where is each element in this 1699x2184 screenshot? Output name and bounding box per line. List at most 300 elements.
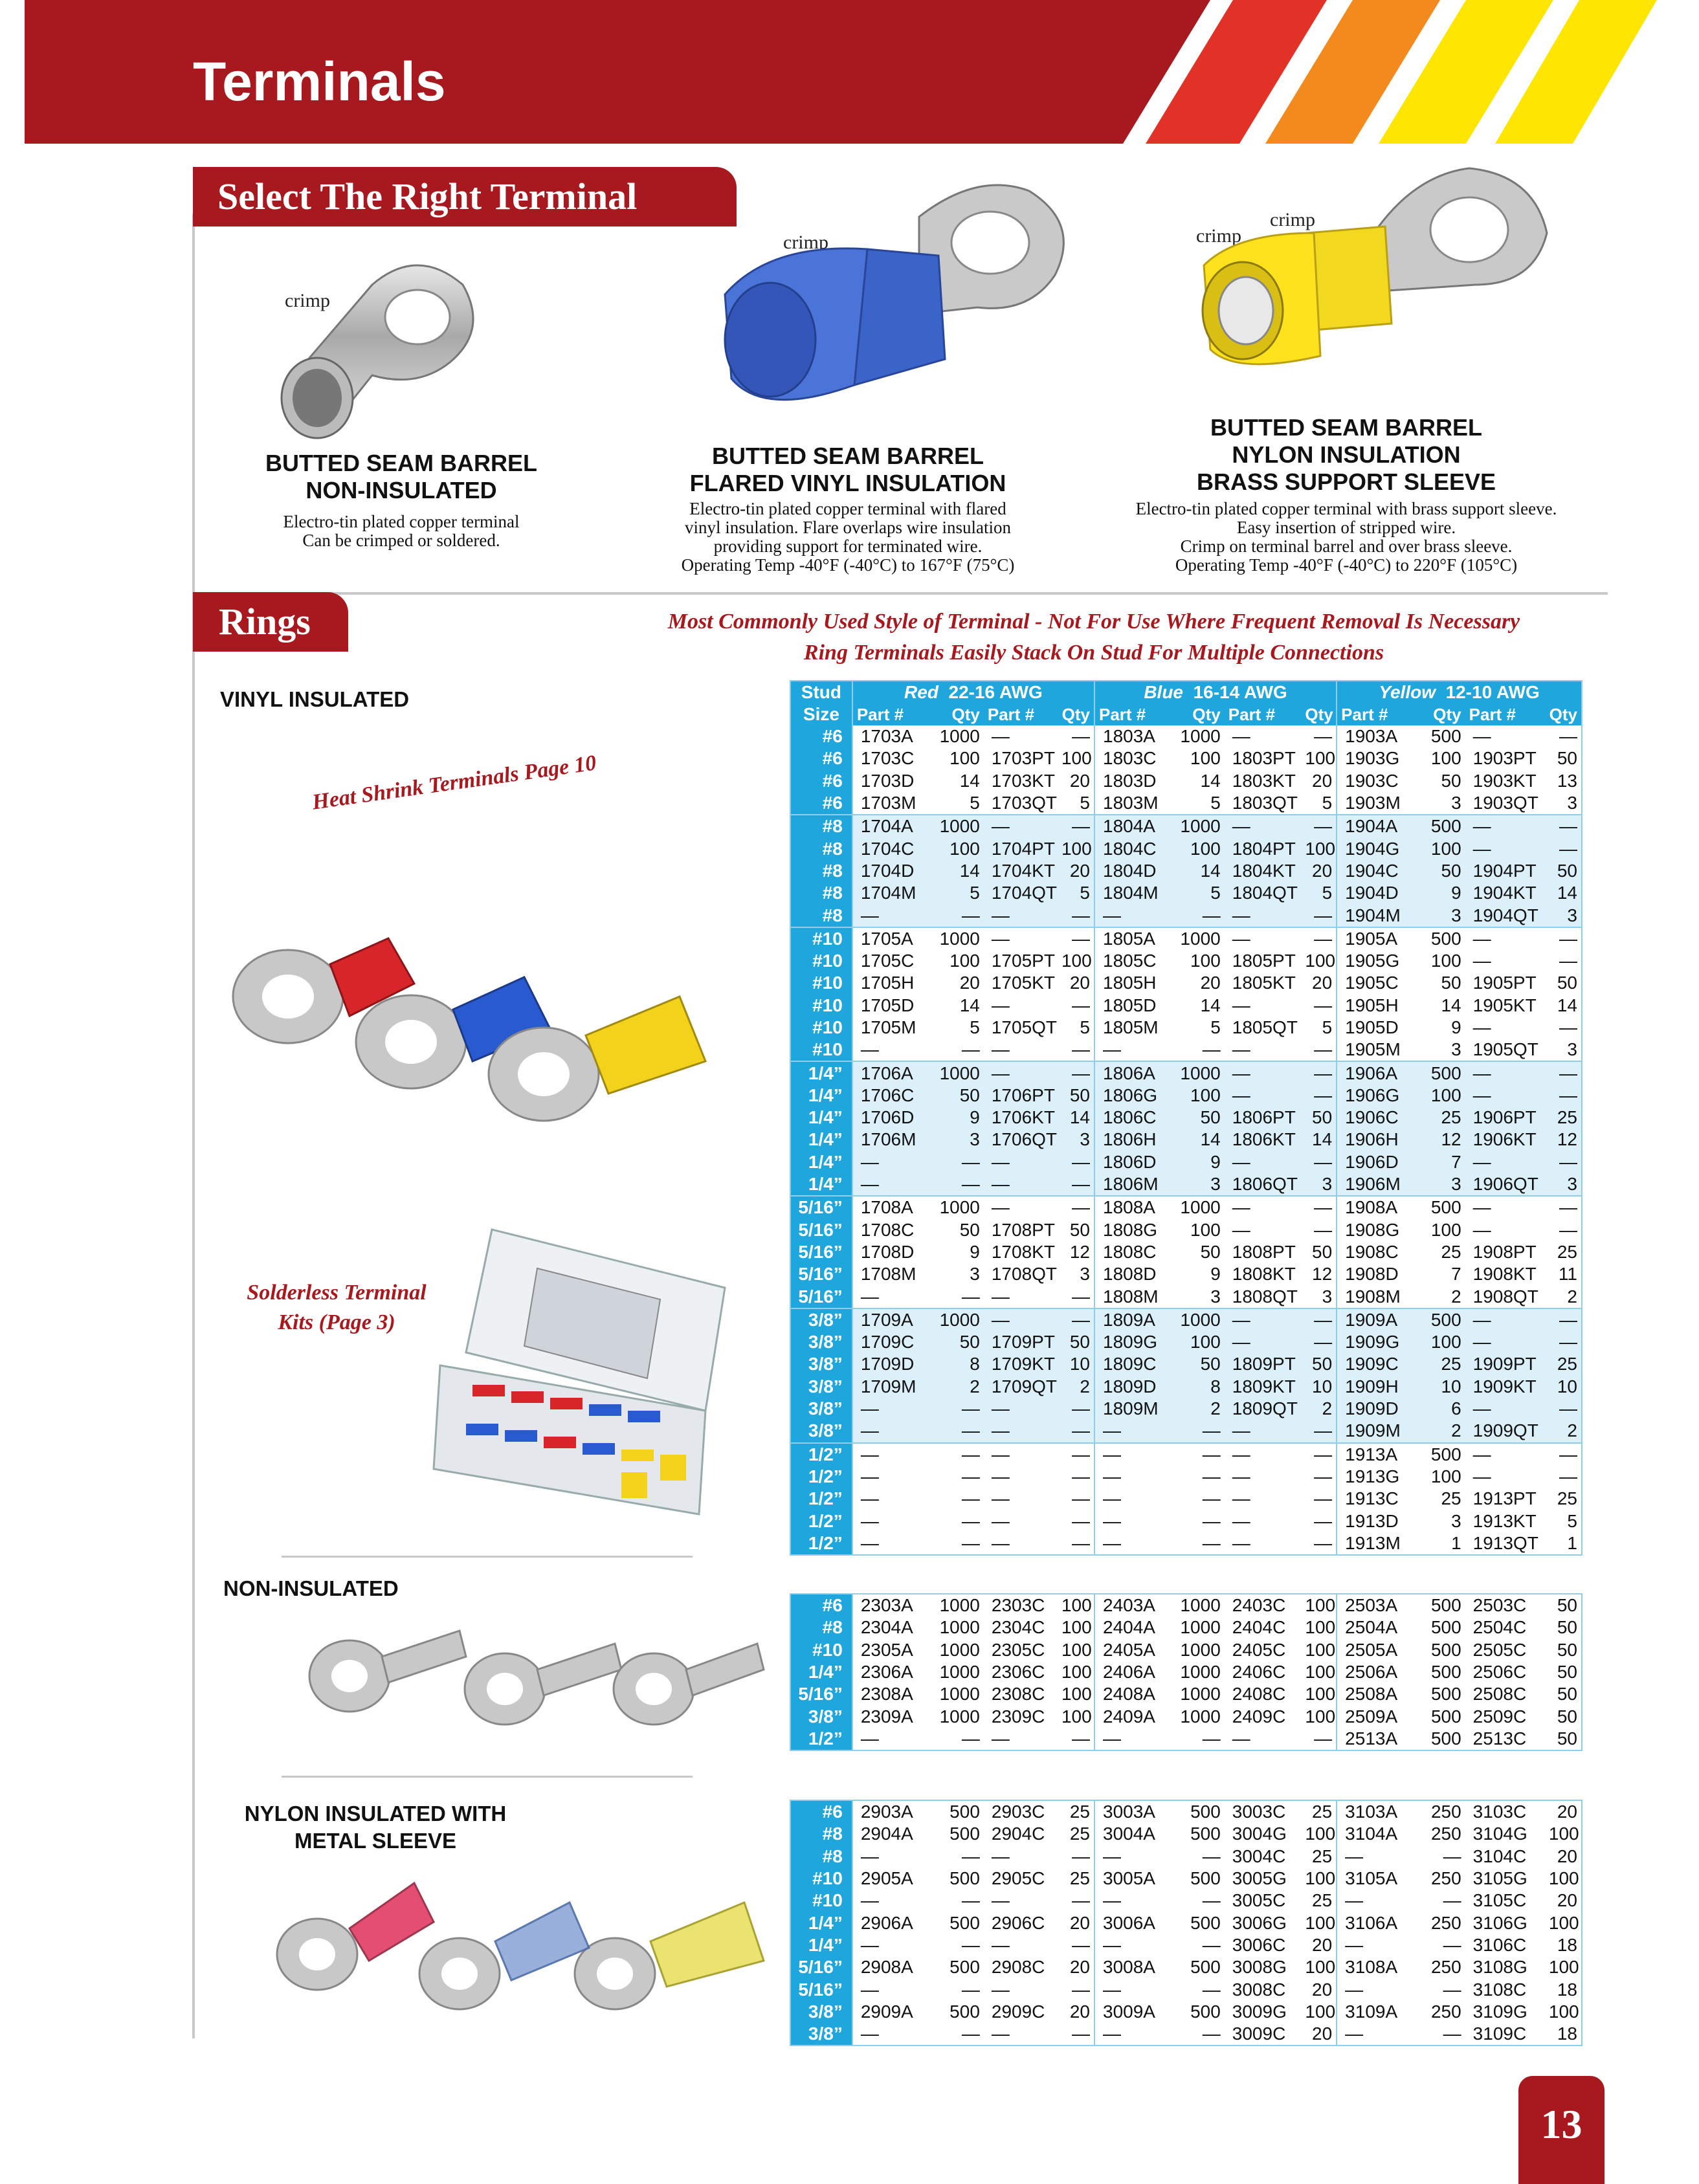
quantity-cell: — [923, 1398, 984, 1420]
quantity-cell: — [1072, 1488, 1090, 1509]
part-number-cell: 1908PT [1472, 1241, 1537, 1262]
quantity-cell: 25 [1545, 1107, 1582, 1129]
quantity-cell: — [1301, 1331, 1337, 1353]
part-number-cell: 1809A [1094, 1308, 1166, 1331]
part-number-cell: — [984, 1420, 1058, 1442]
part-number-cell: 1913D [1337, 1510, 1408, 1532]
stud-size-cell: #8 [790, 1846, 852, 1868]
quantity-cell: 50 [1557, 1639, 1577, 1660]
quantity-cell: — [1072, 1039, 1090, 1060]
quantity-cell: — [1314, 1488, 1333, 1509]
part-number-cell: 1805A [1094, 927, 1166, 950]
part-number-cell: 1805H [1094, 972, 1166, 994]
quantity-cell: — [1301, 1151, 1337, 1173]
part-number-cell: 2304A [852, 1616, 924, 1638]
part-number-cell: 1905PT [1472, 973, 1537, 993]
part-number-cell: — [1225, 1085, 1302, 1107]
part-number-cell: 1704KT [984, 860, 1058, 882]
table-row [790, 1594, 1582, 1616]
part-number-cell: 3109A [1337, 2001, 1408, 2023]
quantity-cell: 1000 [1166, 927, 1225, 950]
stud-size-cell: #8 [790, 1823, 852, 1845]
part-number-cell: 2305A [852, 1639, 924, 1661]
quantity-cell: 3 [1408, 1173, 1465, 1196]
terminal-2-caption-line-2: FLARED VINYL INSULATION [689, 470, 1006, 496]
part-number-cell: 1708KT [991, 1241, 1055, 1262]
quantity-cell: 500 [1190, 1957, 1221, 1978]
quantity-cell: 5 [970, 793, 980, 813]
quantity-cell: 20 [1069, 973, 1090, 993]
quantity-cell: — [1072, 726, 1090, 747]
part-number-cell: 1906G [1337, 1085, 1408, 1107]
part-number-cell: — [1225, 1331, 1302, 1353]
part-number-cell: — [1465, 927, 1545, 950]
quantity-cell: 1000 [1166, 1308, 1225, 1331]
part-number-cell: 1805QT [1232, 1017, 1298, 1037]
part-number-cell: 3108G [1472, 1957, 1527, 1978]
part-number-cell: 2408C [1232, 1684, 1286, 1704]
part-number-cell: — [1232, 1488, 1250, 1509]
part-number-cell: 1709M [852, 1376, 924, 1398]
quantity-cell: 18 [1557, 1979, 1577, 2000]
quantity-cell: 50 [1557, 1617, 1577, 1638]
quantity-cell: 25 [1557, 1488, 1577, 1509]
part-number-cell: 2505A [1337, 1639, 1408, 1661]
quantity-cell: — [961, 1979, 980, 2000]
part-number-cell: — [852, 1846, 924, 1868]
quantity-cell: 20 [1312, 2024, 1333, 2044]
stud-size-cell: 3/8” [790, 2001, 852, 2023]
stud-size-cell: 5/16” [790, 1978, 852, 2000]
quantity-cell: 500 [949, 2001, 980, 2022]
part-number-cell: 2409A [1094, 1705, 1166, 1727]
part-number-cell: 2303A [852, 1594, 924, 1616]
quantity-cell: 20 [1069, 770, 1090, 791]
qty-header: Qty [1301, 703, 1337, 725]
kits-note-line-2: Kits (Page 3) [278, 1310, 395, 1334]
quantity-cell: — [1545, 1398, 1582, 1420]
quantity-cell: 5 [970, 1017, 980, 1037]
part-number-cell: — [991, 1488, 1010, 1509]
quantity-cell: 100 [1305, 1824, 1336, 1844]
quantity-cell: — [961, 1890, 980, 1911]
part-number-cell: 1706D [852, 1107, 924, 1129]
page-number: 13 [1518, 2076, 1605, 2184]
part-number-cell: 2306A [852, 1661, 924, 1683]
part-number-cell: 1705D [852, 995, 924, 1017]
quantity-cell: — [1314, 1039, 1333, 1060]
quantity-cell: 50 [1557, 1728, 1577, 1748]
quantity-cell: 2 [1166, 1398, 1225, 1420]
terminal-1-caption [239, 450, 563, 504]
part-number-cell: 2309C [991, 1706, 1045, 1726]
part-number-cell: 1913PT [1472, 1488, 1537, 1509]
quantity-cell: 100 [1305, 1595, 1336, 1616]
quantity-cell: — [1545, 1151, 1582, 1173]
quantity-cell: 2 [1301, 1398, 1337, 1420]
stud-size-cell: #10 [790, 1039, 852, 1061]
part-number-cell: 3005A [1094, 1868, 1166, 1890]
terminal-3-desc-line-1: Electro-tin plated copper terminal with brass support sleeve. [1135, 499, 1557, 518]
part-number-cell: 1808C [1094, 1241, 1166, 1263]
quantity-cell: 1000 [923, 927, 984, 950]
part-number-cell: — [1232, 1728, 1250, 1748]
quantity-cell: — [1443, 1934, 1461, 1955]
terminal-3-caption-line-2: NYLON INSULATION [1232, 441, 1461, 468]
part-number-cell: 1905G [1337, 950, 1408, 972]
quantity-cell: 11 [1558, 1264, 1577, 1285]
quantity-cell: 100 [1058, 837, 1094, 859]
quantity-cell: 100 [949, 748, 980, 769]
quantity-cell: 100 [1430, 748, 1461, 769]
quantity-cell: 3 [1545, 1173, 1582, 1196]
table-row [790, 837, 1582, 859]
quantity-cell: 50 [1557, 1684, 1577, 1704]
quantity-cell: 100 [1061, 1595, 1092, 1616]
quantity-cell: 100 [1166, 1331, 1225, 1353]
quantity-cell: 3 [1567, 793, 1577, 813]
stud-size-cell: #8 [790, 882, 852, 904]
quantity-cell: 3 [1301, 1173, 1337, 1196]
part-number-cell: — [991, 1934, 1010, 1955]
quantity-cell: 100 [1305, 748, 1336, 769]
part-number-cell: 1809PT [1225, 1353, 1302, 1375]
part-number-cell: 1909QT [1465, 1420, 1545, 1442]
stud-size-cell: 3/8” [790, 2023, 852, 2046]
part-number-cell: — [852, 1151, 924, 1173]
quantity-cell: 250 [1430, 1957, 1461, 1978]
part-number-cell: 1908D [1337, 1263, 1408, 1285]
part-number-cell: — [1465, 1061, 1545, 1084]
part-number-cell: — [1225, 1061, 1302, 1084]
part-number-cell: 1805D [1094, 995, 1166, 1017]
quantity-cell: 50 [1557, 973, 1577, 993]
part-number-cell: 2903A [852, 1800, 924, 1823]
quantity-cell: 5 [1301, 882, 1337, 904]
part-number-cell: — [1094, 1443, 1166, 1466]
part-number-cell: 1803M [1094, 792, 1166, 815]
part-number-cell: 1809M [1094, 1398, 1166, 1420]
quantity-cell: 1000 [939, 726, 980, 747]
quantity-cell: 3 [970, 1264, 980, 1285]
part-number-cell: — [852, 1420, 924, 1442]
part-number-cell: — [1472, 951, 1491, 971]
quantity-cell: 20 [1312, 770, 1333, 791]
quantity-cell: 1000 [1166, 1061, 1225, 1084]
part-number-cell: — [852, 1488, 924, 1510]
quantity-cell: 250 [1430, 2001, 1461, 2022]
part-number-cell: 2513A [1337, 1728, 1408, 1750]
part-number-cell: 1709QT [984, 1376, 1058, 1398]
part-number-cell: 1908C [1337, 1241, 1408, 1263]
quantity-cell: 3 [1567, 1039, 1577, 1060]
part-number-cell: — [1465, 1085, 1545, 1107]
stud-size-cell: #10 [790, 1639, 852, 1661]
part-number-cell: 3103C [1472, 1802, 1527, 1822]
stud-size-cell: 3/8” [790, 1376, 852, 1398]
stud-size-cell: #8 [790, 904, 852, 927]
part-number-cell: 1704D [852, 860, 924, 882]
non-insulated-terminal-image [275, 246, 489, 453]
table-row [790, 1173, 1582, 1196]
quantity-cell: — [1301, 1196, 1337, 1219]
quantity-cell: 1000 [1180, 1639, 1221, 1660]
quantity-cell: 12 [1312, 1264, 1333, 1285]
part-number-cell: 1704A [852, 815, 924, 837]
part-number-cell: 1906D [1337, 1151, 1408, 1173]
part-number-cell: 1906QT [1465, 1173, 1545, 1196]
quantity-cell: 12 [1545, 1129, 1582, 1151]
quantity-cell: 500 [1408, 927, 1465, 950]
part-number-cell: 2904A [852, 1823, 924, 1845]
quantity-cell: 250 [1430, 1824, 1461, 1844]
quantity-cell: — [1314, 1466, 1333, 1486]
quantity-cell: 1000 [1180, 1662, 1221, 1682]
part-number-cell: 2305C [991, 1639, 1045, 1660]
part-number-cell: — [991, 1039, 1010, 1060]
quantity-cell: — [1202, 1466, 1221, 1486]
quantity-cell: 250 [1430, 1802, 1461, 1822]
quantity-cell: — [961, 1532, 980, 1553]
table-row [790, 1705, 1582, 1727]
part-number-cell: 1706KT [984, 1107, 1058, 1129]
quantity-cell: 1000 [1180, 1706, 1221, 1726]
part-number-cell: 3105A [1337, 1868, 1408, 1890]
part-number-cell: 1703C [852, 747, 924, 769]
stud-size-cell: 5/16” [790, 1241, 852, 1263]
table-row [790, 1061, 1582, 1084]
part-number-cell: 2503A [1337, 1594, 1408, 1616]
part-number-cell: 1913C [1337, 1488, 1408, 1510]
part-number-cell: 2503C [1472, 1595, 1527, 1616]
nylon-sleeve-table [790, 1800, 1582, 2046]
part-number-cell: 1803C [1094, 747, 1166, 769]
quantity-cell: — [1202, 2024, 1221, 2044]
quantity-cell: 20 [1557, 1802, 1577, 1822]
quantity-cell: — [1072, 1510, 1090, 1531]
part-number-cell: 1709D [852, 1353, 924, 1375]
nylon-sleeve-rings-image [272, 1864, 777, 2019]
quantity-cell: — [1559, 951, 1577, 971]
part-number-cell: 2405A [1094, 1639, 1166, 1661]
quantity-cell: 10 [1058, 1353, 1094, 1375]
quantity-cell: 5 [1210, 793, 1221, 813]
part-number-cell: — [852, 1398, 924, 1420]
quantity-cell: 500 [1408, 815, 1465, 837]
quantity-cell: 100 [1548, 2001, 1579, 2022]
qty-header: Qty [1545, 703, 1582, 725]
stud-size-cell: 1/4” [790, 1061, 852, 1084]
quantity-cell: 100 [1430, 1219, 1461, 1240]
quantity-cell: — [1545, 837, 1582, 859]
quantity-cell: 100 [1305, 1617, 1336, 1638]
stud-size-cell: #6 [790, 725, 852, 747]
quantity-cell: 100 [1061, 1662, 1092, 1682]
terminal-1-caption-line-2: NON-INSULATED [305, 477, 497, 503]
quantity-cell: 25 [1408, 1107, 1465, 1129]
stud-size-cell: 1/2” [790, 1532, 852, 1555]
quantity-cell: 50 [1441, 770, 1461, 791]
quantity-cell: 3 [1408, 904, 1465, 927]
part-number-cell: 3109C [1472, 2024, 1527, 2044]
terminal-3-description [1100, 500, 1592, 575]
quantity-cell: 50 [1166, 1107, 1225, 1129]
part-number-cell: 1904A [1337, 815, 1408, 837]
table-row [790, 1912, 1582, 1934]
part-number-cell: 1809G [1094, 1331, 1166, 1353]
table-row [790, 1868, 1582, 1890]
part-number-cell: — [1465, 1398, 1545, 1420]
part-number-cell: 1809KT [1225, 1376, 1302, 1398]
part-number-cell: 1806KT [1225, 1129, 1302, 1151]
part-header: Part # [852, 703, 924, 725]
quantity-cell: 100 [1305, 2001, 1336, 2022]
part-number-cell: 1803QT [1232, 793, 1298, 813]
part-number-cell: 1805C [1094, 950, 1166, 972]
part-number-cell: 2406C [1232, 1662, 1286, 1682]
part-number-cell: — [991, 1466, 1010, 1486]
table-row [790, 882, 1582, 904]
table-row [790, 792, 1582, 815]
part-number-cell: 1705PT [991, 951, 1055, 971]
part-number-cell: 3009A [1094, 2001, 1166, 2023]
table-row [790, 1846, 1582, 1868]
table-row [790, 1683, 1582, 1705]
part-number-cell: 1906PT [1465, 1107, 1545, 1129]
part-header: Part # [1337, 703, 1408, 725]
table-row [790, 1443, 1582, 1466]
part-number-cell: 2508C [1472, 1684, 1527, 1704]
part-number-cell: 1904M [1337, 904, 1408, 927]
stud-size-cell: 1/2” [790, 1466, 852, 1488]
part-number-cell: 1908QT [1472, 1286, 1538, 1307]
part-number-cell: 1808PT [1232, 1241, 1296, 1262]
part-number-cell: — [1094, 1890, 1166, 1912]
part-number-cell: 1808A [1094, 1196, 1166, 1219]
divider-1 [282, 1556, 693, 1558]
quantity-cell: 2 [1545, 1420, 1582, 1442]
part-number-cell: 1703D [852, 770, 924, 792]
table-row [790, 860, 1582, 882]
part-number-cell: — [1465, 1308, 1545, 1331]
part-number-cell: 1913QT [1472, 1532, 1538, 1553]
part-number-cell: 2905A [852, 1868, 924, 1890]
part-number-cell: 1708C [852, 1219, 924, 1241]
quantity-cell: 1000 [939, 1684, 980, 1704]
blue-group-awg: 16-14 AWG [1193, 682, 1287, 702]
part-number-cell: 1703KT [991, 770, 1055, 791]
quantity-cell: 500 [1430, 1617, 1461, 1638]
quantity-cell: 500 [1408, 1196, 1465, 1219]
quantity-cell: 100 [1408, 837, 1465, 859]
quantity-cell: 50 [1557, 1706, 1577, 1726]
quantity-cell: — [1545, 1331, 1582, 1353]
part-number-cell: — [1094, 1488, 1166, 1510]
quantity-cell: 1000 [1180, 1617, 1221, 1638]
quantity-cell: — [923, 1151, 984, 1173]
part-number-cell: 1905M [1337, 1039, 1408, 1061]
part-number-cell: — [852, 1728, 924, 1750]
part-header: Part # [984, 703, 1058, 725]
quantity-cell: — [1202, 1488, 1221, 1509]
part-number-cell: 3004A [1094, 1823, 1166, 1845]
quantity-cell: 100 [949, 951, 980, 971]
quantity-cell: — [1545, 927, 1582, 950]
part-number-cell: 1904KT [1465, 882, 1545, 904]
quantity-cell: 50 [1557, 748, 1577, 769]
quantity-cell: 7 [1408, 1151, 1465, 1173]
part-number-cell: — [984, 904, 1058, 927]
quantity-cell: — [961, 2024, 980, 2044]
part-number-cell: — [1094, 904, 1166, 927]
quantity-cell: 500 [1430, 1684, 1461, 1704]
part-number-cell: 2513C [1472, 1728, 1527, 1748]
quantity-cell: — [961, 1934, 980, 1955]
part-number-cell: 2404A [1094, 1616, 1166, 1638]
qty-header: Qty [1058, 703, 1094, 725]
part-number-cell: 1806C [1094, 1107, 1166, 1129]
quantity-cell: 100 [1548, 1824, 1579, 1844]
part-number-cell: — [1465, 1151, 1545, 1173]
quantity-cell: — [1072, 1532, 1090, 1553]
terminal-kit-box-image [427, 1217, 738, 1521]
quantity-cell: — [1202, 1846, 1221, 1866]
part-number-cell: — [1225, 815, 1302, 837]
part-number-cell: — [1232, 1466, 1250, 1486]
part-number-cell: 3004G [1232, 1824, 1287, 1844]
part-number-cell: 1904PT [1465, 860, 1545, 882]
quantity-cell: 14 [1200, 770, 1221, 791]
quantity-cell: 7 [1451, 1264, 1461, 1285]
quantity-cell: — [1072, 2024, 1090, 2044]
quantity-cell: — [1301, 1420, 1337, 1442]
part-number-cell: 3106C [1472, 1934, 1527, 1955]
quantity-cell: — [923, 1173, 984, 1196]
part-number-cell: 2906A [852, 1912, 924, 1934]
quantity-cell: 20 [1058, 860, 1094, 882]
quantity-cell: 20 [1312, 973, 1333, 993]
table-row [790, 1661, 1582, 1683]
yellow-group-color: Yellow [1379, 682, 1436, 702]
part-number-cell: 2506C [1472, 1662, 1527, 1682]
quantity-cell: 100 [1305, 1706, 1336, 1726]
stud-size-cell: 5/16” [790, 1263, 852, 1285]
part-number-cell: 1803KT [1232, 770, 1296, 791]
quantity-cell: 50 [1312, 1241, 1333, 1262]
part-number-cell: — [852, 1532, 924, 1555]
part-number-cell: 1709C [852, 1331, 924, 1353]
quantity-cell: 100 [1166, 1085, 1225, 1107]
part-number-cell: 1804D [1094, 860, 1166, 882]
yellow-group-awg: 12-10 AWG [1445, 682, 1540, 702]
part-number-cell: — [1225, 1196, 1302, 1219]
quantity-cell: 500 [1190, 2001, 1221, 2022]
table-row [790, 1978, 1582, 2000]
quantity-cell: 1000 [923, 815, 984, 837]
quantity-cell: — [923, 1420, 984, 1442]
quantity-cell: 8 [923, 1353, 984, 1375]
quantity-cell: 1000 [1166, 1196, 1225, 1219]
part-number-cell: 2908C [991, 1957, 1045, 1978]
quantity-cell: 250 [1430, 1912, 1461, 1933]
stud-size-cell: 1/4” [790, 1661, 852, 1683]
quantity-cell: — [1072, 1466, 1090, 1486]
quantity-cell: 100 [1408, 1085, 1465, 1107]
part-number-cell: 1809D [1094, 1376, 1166, 1398]
part-number-cell: 3005G [1232, 1868, 1287, 1889]
quantity-cell: 500 [1408, 1308, 1465, 1331]
part-number-cell: 1804PT [1225, 837, 1302, 859]
